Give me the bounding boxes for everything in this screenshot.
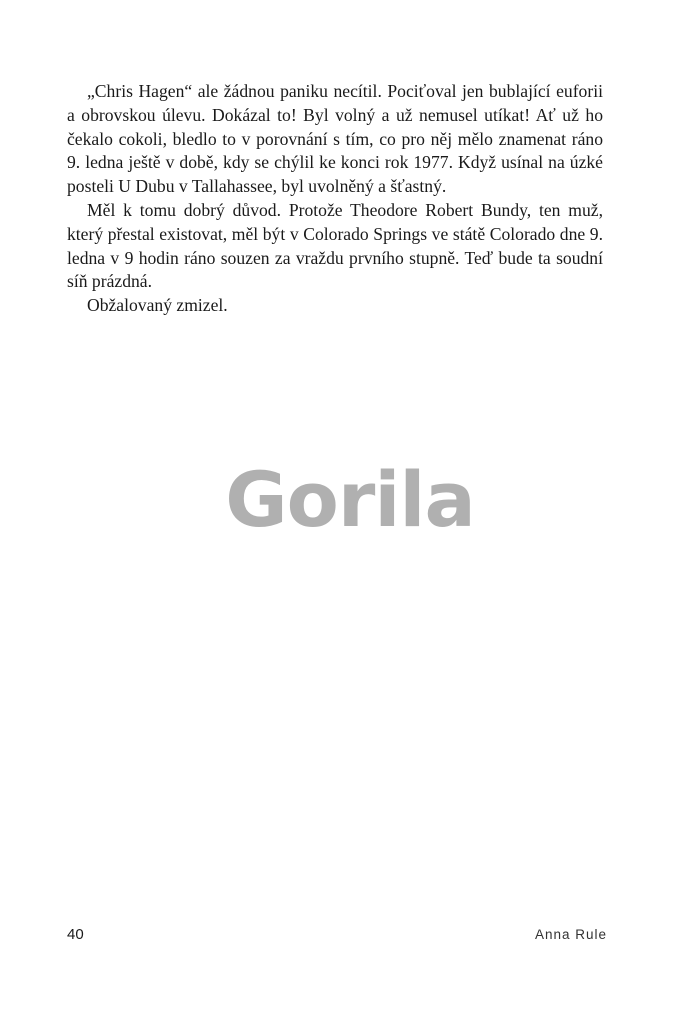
gorila-watermark: Gorila	[225, 455, 475, 544]
paragraph-2: Měl k tomu dobrý důvod. Protože Theodore Robert Bundy, ten muž, který přestal existovat, měl být v Colorado Springs ve státě Colorado dne 9. ledna v 9 hodin ráno souzen za vraždu prvního stupně. Teď bude ta soudní síň prázdná.	[67, 199, 603, 292]
paragraph-3: Obžalovaný zmizel.	[87, 295, 228, 316]
paragraph-1: „Chris Hagen“ ale žádnou paniku necítil. Pociťoval jen bublající euforii a obrovskou úlevu. Dokázal to! Byl volný a už nemusel utíkat! Ať už ho čekalo cokoli, bledlo to v porovnání s tím, co pro něj mělo znamenat ráno 9. ledna ještě v době, kdy se chýlil ke konci rok 1977. Když usínal na úzké posteli U Dubu v Tallahassee, byl uvolněný a šťastný.	[67, 81, 603, 197]
body-text	[67, 80, 603, 318]
running-footer-author: Anna Rule	[534, 927, 607, 942]
page-number: 40	[67, 926, 84, 943]
